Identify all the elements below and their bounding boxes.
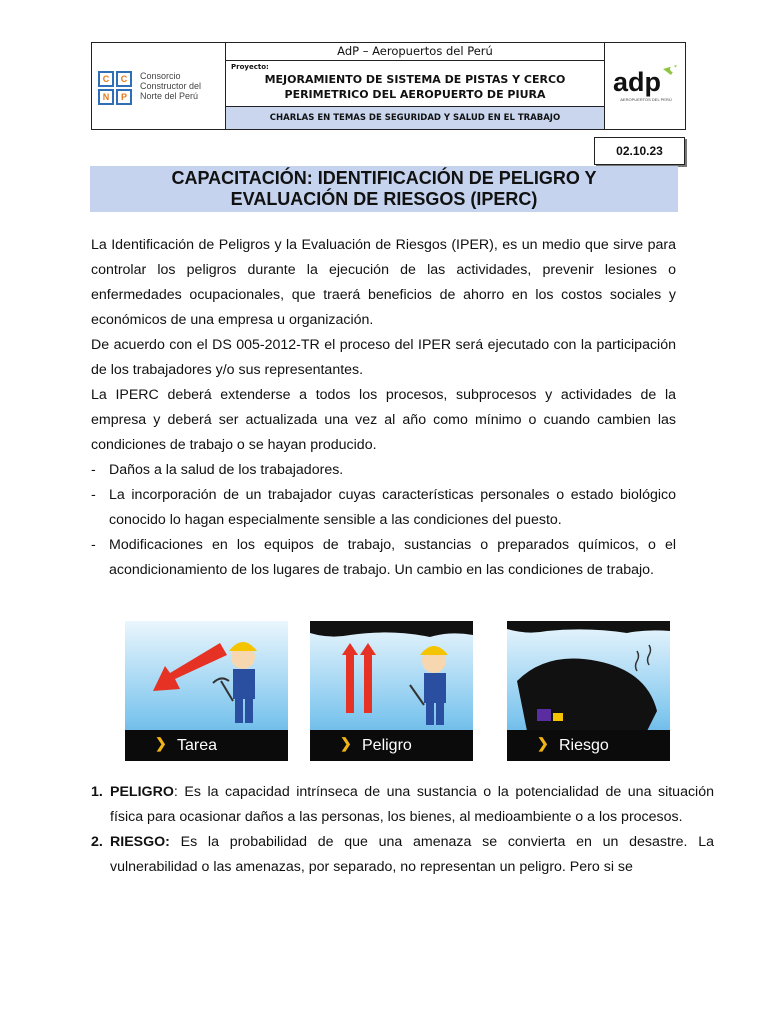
project-cell [226, 61, 604, 107]
body-text [91, 233, 676, 583]
bullet-text: La incorporación de un trabajador cuyas características personales o estado biológico conocido lo hagan especialmente sensible a las condiciones del puesto. [109, 487, 676, 528]
chevron-right-icon: ❯ [155, 735, 167, 751]
project-title-line: PERIMETRICO DEL AEROPUERTO DE PIURA [284, 88, 546, 101]
definition-item [91, 830, 714, 880]
ccnp-name-line: Norte del Perú [140, 91, 199, 101]
chevron-right-icon: ❯ [537, 735, 549, 751]
bullet-item [91, 483, 676, 533]
paragraph: La Identificación de Peligros y la Evaluación de Riesgos (IPER), es un medio que sirve para controlar los peligros durante la ejecución de las actividades, prevenir lesiones o enfermedades ocupacionales, que traerá beneficios de ahorro en los costos sociales y económicos de una empresa u organización. [91, 237, 676, 328]
ccnp-mark-icon [98, 71, 132, 105]
adp-logo [604, 43, 685, 129]
ccnp-name [140, 71, 201, 101]
definition-number: 1. [91, 784, 103, 800]
adp-logo-text: adp [613, 67, 662, 97]
chevron-right-icon: ❯ [340, 735, 352, 751]
illustration-label: Riesgo [559, 737, 609, 754]
illustration-riesgo [507, 621, 670, 761]
ccnp-name-line: Consorcio [140, 71, 181, 81]
project-title [226, 72, 604, 102]
bullet-mark: - [91, 462, 96, 478]
page-title [90, 166, 678, 212]
bullet-item [91, 458, 676, 483]
talks-band: CHARLAS EN TEMAS DE SEGURIDAD Y SALUD EN EL TRABAJO [226, 107, 604, 129]
bullet-mark: - [91, 537, 96, 553]
company-name: AdP – Aeropuertos del Perú [226, 43, 604, 61]
ccnp-letter: C [98, 71, 114, 87]
paragraph: De acuerdo con el DS 005-2012-TR el proceso del IPER será ejecutado con la participación de los trabajadores y/o sus representantes. [91, 337, 676, 378]
bullet-text: Daños a la salud de los trabajadores. [109, 462, 344, 478]
illustration-label-bar [125, 730, 288, 761]
definition-number: 2. [91, 834, 103, 850]
ccnp-letter: P [116, 89, 132, 105]
bullet-mark: - [91, 487, 96, 503]
ccnp-logo [92, 43, 226, 129]
definition-text: Es la capacidad intrínseca de una sustancia o la potencialidad de una situación física para ocasionar daños a las personas, los bienes, al medioambiente o a los procesos. [110, 784, 714, 825]
project-title-line: MEJORAMIENTO DE SISTEMA DE PISTAS Y CERCO [264, 73, 566, 86]
ccnp-name-line: Constructor del [140, 81, 202, 91]
page-title-line: CAPACITACIÓN: IDENTIFICACIÓN DE PELIGRO Y [171, 168, 597, 188]
illustration-tarea [125, 621, 288, 761]
ccnp-letter: N [98, 89, 114, 105]
illustration-peligro [310, 621, 473, 761]
illustration-label: Tarea [177, 737, 218, 754]
project-tag: Proyecto: [231, 63, 269, 71]
definitions-list [91, 780, 714, 880]
definition-separator: : [173, 784, 178, 800]
paragraph: La IPERC deberá extenderse a todos los procesos, subprocesos y actividades de la empresa y deberá ser actualizada una vez al año como mínimo o cuando cambien las condiciones de trabajo o se hayan producido. [91, 387, 676, 453]
document-header [91, 42, 686, 130]
bullet-text: Modificaciones en los equipos de trabajo, sustancias o preparados químicos, o el acondicionamiento de los lugares de trabajo. Un cambio en las condiciones de trabajo. [109, 537, 676, 578]
definition-text: Es la probabilidad de que una amenaza se convierta en un desastre. La vulnerabilidad o las amenazas, por separado, no representan un peligro. Pero si se [110, 834, 714, 875]
date-box: 02.10.23 [594, 137, 685, 165]
definition-term: RIESGO: [110, 834, 170, 850]
page-title-line: EVALUACIÓN DE RIESGOS (IPERC) [230, 189, 538, 209]
definition-term: PELIGRO [110, 784, 174, 800]
illustration-label-bar [310, 730, 473, 761]
adp-logo-sub: AEROPUERTOS DEL PERÚ [620, 97, 672, 102]
definition-item [91, 780, 714, 830]
adp-logo-icon [611, 63, 681, 107]
ccnp-letter: C [116, 71, 132, 87]
bullet-item [91, 533, 676, 583]
illustration-label: Peligro [362, 737, 412, 754]
illustration-label-bar [507, 730, 670, 761]
